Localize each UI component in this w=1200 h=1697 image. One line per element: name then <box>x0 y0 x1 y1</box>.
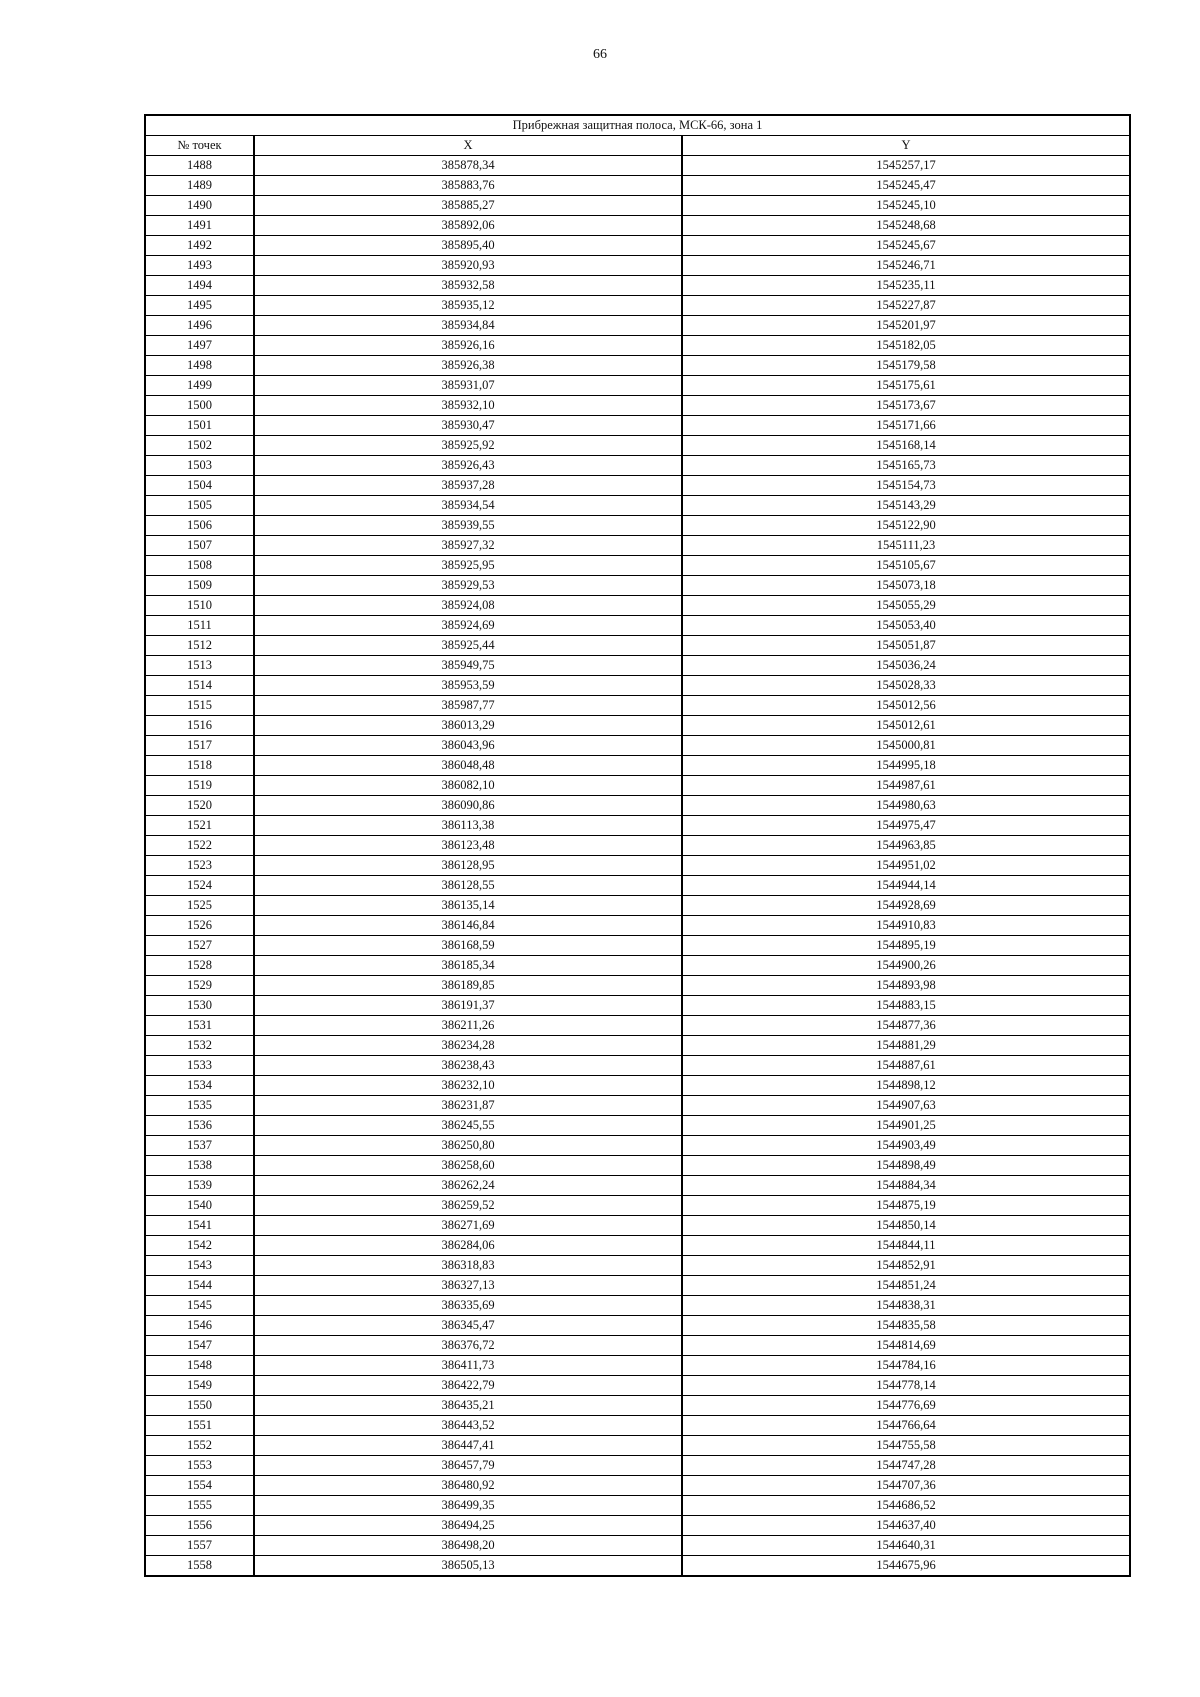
table-row <box>145 1236 1130 1256</box>
table-row <box>145 1516 1130 1536</box>
cell-x: 385932,58 <box>254 276 682 296</box>
table-row <box>145 1396 1130 1416</box>
table-row <box>145 736 1130 756</box>
cell-y: 1544910,83 <box>682 916 1130 936</box>
cell-point-number: 1530 <box>145 996 254 1016</box>
cell-x: 386043,96 <box>254 736 682 756</box>
cell-point-number: 1521 <box>145 816 254 836</box>
table-row <box>145 316 1130 336</box>
cell-point-number: 1492 <box>145 236 254 256</box>
cell-point-number: 1516 <box>145 716 254 736</box>
cell-y: 1544944,14 <box>682 876 1130 896</box>
cell-point-number: 1509 <box>145 576 254 596</box>
cell-x: 385925,44 <box>254 636 682 656</box>
page-number: 66 <box>593 47 607 62</box>
cell-point-number: 1494 <box>145 276 254 296</box>
cell-point-number: 1511 <box>145 616 254 636</box>
cell-y: 1545051,87 <box>682 636 1130 656</box>
cell-point-number: 1503 <box>145 456 254 476</box>
cell-x: 386189,85 <box>254 976 682 996</box>
cell-y: 1544776,69 <box>682 1396 1130 1416</box>
table-row <box>145 1056 1130 1076</box>
cell-x: 386231,87 <box>254 1096 682 1116</box>
table-row <box>145 516 1130 536</box>
table-row <box>145 1356 1130 1376</box>
table-row <box>145 656 1130 676</box>
table-row <box>145 636 1130 656</box>
cell-x: 385930,47 <box>254 416 682 436</box>
cell-y: 1544928,69 <box>682 896 1130 916</box>
cell-y: 1544850,14 <box>682 1216 1130 1236</box>
cell-y: 1545012,56 <box>682 696 1130 716</box>
cell-point-number: 1504 <box>145 476 254 496</box>
cell-point-number: 1549 <box>145 1376 254 1396</box>
cell-y: 1545227,87 <box>682 296 1130 316</box>
cell-point-number: 1505 <box>145 496 254 516</box>
cell-x: 386191,37 <box>254 996 682 1016</box>
cell-point-number: 1551 <box>145 1416 254 1436</box>
table-row <box>145 536 1130 556</box>
table-row <box>145 456 1130 476</box>
cell-y: 1544963,85 <box>682 836 1130 856</box>
table-row <box>145 176 1130 196</box>
coordinates-table <box>144 114 1131 1577</box>
cell-x: 386318,83 <box>254 1256 682 1276</box>
table-row <box>145 876 1130 896</box>
cell-y: 1545154,73 <box>682 476 1130 496</box>
cell-y: 1544987,61 <box>682 776 1130 796</box>
cell-x: 385937,28 <box>254 476 682 496</box>
cell-y: 1545235,11 <box>682 276 1130 296</box>
cell-point-number: 1508 <box>145 556 254 576</box>
cell-point-number: 1534 <box>145 1076 254 1096</box>
table-row <box>145 1256 1130 1276</box>
cell-x: 385935,12 <box>254 296 682 316</box>
cell-y: 1544903,49 <box>682 1136 1130 1156</box>
cell-x: 386146,84 <box>254 916 682 936</box>
cell-y: 1544835,58 <box>682 1316 1130 1336</box>
cell-y: 1544995,18 <box>682 756 1130 776</box>
cell-x: 386238,43 <box>254 1056 682 1076</box>
cell-point-number: 1541 <box>145 1216 254 1236</box>
cell-x: 386185,34 <box>254 956 682 976</box>
table-header-row <box>145 136 1130 156</box>
cell-y: 1545111,23 <box>682 536 1130 556</box>
cell-y: 1544881,29 <box>682 1036 1130 1056</box>
table-row <box>145 1376 1130 1396</box>
cell-point-number: 1514 <box>145 676 254 696</box>
cell-point-number: 1519 <box>145 776 254 796</box>
cell-y: 1545245,67 <box>682 236 1130 256</box>
cell-point-number: 1496 <box>145 316 254 336</box>
cell-point-number: 1556 <box>145 1516 254 1536</box>
cell-point-number: 1490 <box>145 196 254 216</box>
table-row <box>145 1136 1130 1156</box>
table-row <box>145 436 1130 456</box>
table-row <box>145 196 1130 216</box>
cell-point-number: 1528 <box>145 956 254 976</box>
cell-point-number: 1515 <box>145 696 254 716</box>
cell-x: 385927,32 <box>254 536 682 556</box>
cell-x: 386498,20 <box>254 1536 682 1556</box>
cell-x: 386411,73 <box>254 1356 682 1376</box>
cell-x: 386082,10 <box>254 776 682 796</box>
cell-y: 1544675,96 <box>682 1556 1130 1577</box>
cell-x: 386250,80 <box>254 1136 682 1156</box>
cell-y: 1544980,63 <box>682 796 1130 816</box>
cell-x: 385878,34 <box>254 156 682 176</box>
cell-point-number: 1543 <box>145 1256 254 1276</box>
cell-point-number: 1491 <box>145 216 254 236</box>
table-row <box>145 916 1130 936</box>
cell-x: 386128,55 <box>254 876 682 896</box>
table-row <box>145 856 1130 876</box>
cell-x: 386211,26 <box>254 1016 682 1036</box>
table-row <box>145 1496 1130 1516</box>
cell-point-number: 1510 <box>145 596 254 616</box>
table-row <box>145 1116 1130 1136</box>
cell-x: 386335,69 <box>254 1296 682 1316</box>
cell-x: 386128,95 <box>254 856 682 876</box>
cell-point-number: 1527 <box>145 936 254 956</box>
table-body <box>145 156 1130 1577</box>
cell-y: 1544755,58 <box>682 1436 1130 1456</box>
cell-y: 1544975,47 <box>682 816 1130 836</box>
cell-point-number: 1506 <box>145 516 254 536</box>
cell-point-number: 1529 <box>145 976 254 996</box>
cell-x: 385929,53 <box>254 576 682 596</box>
cell-point-number: 1537 <box>145 1136 254 1156</box>
table-row <box>145 1436 1130 1456</box>
table-row <box>145 996 1130 1016</box>
table-row <box>145 1536 1130 1556</box>
table-row <box>145 776 1130 796</box>
table-row <box>145 1096 1130 1116</box>
cell-point-number: 1539 <box>145 1176 254 1196</box>
table-row <box>145 756 1130 776</box>
cell-point-number: 1524 <box>145 876 254 896</box>
table-row <box>145 576 1130 596</box>
cell-point-number: 1558 <box>145 1556 254 1577</box>
table-row <box>145 356 1130 376</box>
cell-y: 1545179,58 <box>682 356 1130 376</box>
cell-x: 385925,92 <box>254 436 682 456</box>
cell-x: 386123,48 <box>254 836 682 856</box>
table-row <box>145 936 1130 956</box>
cell-y: 1544838,31 <box>682 1296 1130 1316</box>
cell-x: 386447,41 <box>254 1436 682 1456</box>
cell-y: 1545201,97 <box>682 316 1130 336</box>
cell-point-number: 1553 <box>145 1456 254 1476</box>
cell-y: 1544778,14 <box>682 1376 1130 1396</box>
table-row <box>145 1216 1130 1236</box>
cell-point-number: 1499 <box>145 376 254 396</box>
table-row <box>145 1276 1130 1296</box>
cell-x: 386113,38 <box>254 816 682 836</box>
table-title-row <box>145 115 1130 136</box>
cell-y: 1545028,33 <box>682 676 1130 696</box>
cell-x: 386259,52 <box>254 1196 682 1216</box>
cell-point-number: 1489 <box>145 176 254 196</box>
cell-y: 1544883,15 <box>682 996 1130 1016</box>
cell-x: 386234,28 <box>254 1036 682 1056</box>
header-point-number: № точек <box>145 136 254 156</box>
cell-y: 1544747,28 <box>682 1456 1130 1476</box>
cell-x: 385920,93 <box>254 256 682 276</box>
table-row <box>145 1556 1130 1577</box>
cell-y: 1545036,24 <box>682 656 1130 676</box>
cell-y: 1544707,36 <box>682 1476 1130 1496</box>
cell-point-number: 1533 <box>145 1056 254 1076</box>
cell-x: 385925,95 <box>254 556 682 576</box>
cell-y: 1545246,71 <box>682 256 1130 276</box>
table-row <box>145 1196 1130 1216</box>
table-row <box>145 216 1130 236</box>
cell-x: 385926,16 <box>254 336 682 356</box>
cell-y: 1544877,36 <box>682 1016 1130 1036</box>
cell-point-number: 1493 <box>145 256 254 276</box>
table-row <box>145 1316 1130 1336</box>
cell-point-number: 1557 <box>145 1536 254 1556</box>
cell-x: 385924,69 <box>254 616 682 636</box>
cell-point-number: 1542 <box>145 1236 254 1256</box>
table-row <box>145 396 1130 416</box>
cell-point-number: 1548 <box>145 1356 254 1376</box>
table-row <box>145 1296 1130 1316</box>
table-row <box>145 976 1130 996</box>
header-x: X <box>254 136 682 156</box>
table-row <box>145 956 1130 976</box>
cell-y: 1544814,69 <box>682 1336 1130 1356</box>
cell-y: 1544895,19 <box>682 936 1130 956</box>
cell-y: 1545257,17 <box>682 156 1130 176</box>
header-y: Y <box>682 136 1130 156</box>
table-row <box>145 1416 1130 1436</box>
cell-point-number: 1498 <box>145 356 254 376</box>
cell-point-number: 1552 <box>145 1436 254 1456</box>
cell-y: 1544686,52 <box>682 1496 1130 1516</box>
cell-point-number: 1518 <box>145 756 254 776</box>
cell-y: 1545122,90 <box>682 516 1130 536</box>
table-row <box>145 496 1130 516</box>
cell-y: 1545053,40 <box>682 616 1130 636</box>
cell-x: 386284,06 <box>254 1236 682 1256</box>
cell-point-number: 1502 <box>145 436 254 456</box>
cell-x: 386327,13 <box>254 1276 682 1296</box>
cell-x: 386232,10 <box>254 1076 682 1096</box>
cell-point-number: 1550 <box>145 1396 254 1416</box>
cell-x: 386168,59 <box>254 936 682 956</box>
cell-y: 1545165,73 <box>682 456 1130 476</box>
cell-x: 386494,25 <box>254 1516 682 1536</box>
cell-x: 386258,60 <box>254 1156 682 1176</box>
cell-y: 1544766,64 <box>682 1416 1130 1436</box>
cell-point-number: 1554 <box>145 1476 254 1496</box>
cell-y: 1544784,16 <box>682 1356 1130 1376</box>
cell-y: 1545055,29 <box>682 596 1130 616</box>
cell-y: 1544640,31 <box>682 1536 1130 1556</box>
cell-x: 385931,07 <box>254 376 682 396</box>
table-row <box>145 416 1130 436</box>
table-row <box>145 796 1130 816</box>
cell-point-number: 1520 <box>145 796 254 816</box>
cell-y: 1544893,98 <box>682 976 1130 996</box>
cell-y: 1544852,91 <box>682 1256 1130 1276</box>
cell-point-number: 1555 <box>145 1496 254 1516</box>
cell-y: 1545245,47 <box>682 176 1130 196</box>
cell-x: 385924,08 <box>254 596 682 616</box>
table-row <box>145 676 1130 696</box>
cell-x: 385892,06 <box>254 216 682 236</box>
table-row <box>145 716 1130 736</box>
table-row <box>145 1336 1130 1356</box>
cell-y: 1544875,19 <box>682 1196 1130 1216</box>
cell-y: 1544900,26 <box>682 956 1130 976</box>
table-row <box>145 1076 1130 1096</box>
table-row <box>145 156 1130 176</box>
cell-x: 386271,69 <box>254 1216 682 1236</box>
cell-x: 386499,35 <box>254 1496 682 1516</box>
cell-x: 385926,38 <box>254 356 682 376</box>
cell-point-number: 1532 <box>145 1036 254 1056</box>
cell-point-number: 1546 <box>145 1316 254 1336</box>
cell-x: 386013,29 <box>254 716 682 736</box>
table-row <box>145 256 1130 276</box>
cell-x: 386505,13 <box>254 1556 682 1577</box>
table-row <box>145 596 1130 616</box>
table-row <box>145 616 1130 636</box>
table-row <box>145 1176 1130 1196</box>
cell-x: 386135,14 <box>254 896 682 916</box>
cell-point-number: 1497 <box>145 336 254 356</box>
cell-y: 1545182,05 <box>682 336 1130 356</box>
cell-y: 1544844,11 <box>682 1236 1130 1256</box>
cell-point-number: 1513 <box>145 656 254 676</box>
cell-x: 385885,27 <box>254 196 682 216</box>
table-row <box>145 376 1130 396</box>
cell-x: 386090,86 <box>254 796 682 816</box>
table-row <box>145 1036 1130 1056</box>
cell-point-number: 1488 <box>145 156 254 176</box>
cell-x: 386345,47 <box>254 1316 682 1336</box>
cell-y: 1545073,18 <box>682 576 1130 596</box>
cell-point-number: 1538 <box>145 1156 254 1176</box>
table-row <box>145 276 1130 296</box>
cell-y: 1544851,24 <box>682 1276 1130 1296</box>
cell-point-number: 1500 <box>145 396 254 416</box>
cell-y: 1545105,67 <box>682 556 1130 576</box>
cell-point-number: 1531 <box>145 1016 254 1036</box>
table-row <box>145 336 1130 356</box>
cell-x: 385987,77 <box>254 696 682 716</box>
cell-x: 386457,79 <box>254 1456 682 1476</box>
cell-y: 1545000,81 <box>682 736 1130 756</box>
table-row <box>145 1476 1130 1496</box>
cell-x: 386435,21 <box>254 1396 682 1416</box>
cell-y: 1545175,61 <box>682 376 1130 396</box>
cell-x: 385883,76 <box>254 176 682 196</box>
cell-x: 385926,43 <box>254 456 682 476</box>
cell-y: 1544884,34 <box>682 1176 1130 1196</box>
cell-y: 1544637,40 <box>682 1516 1130 1536</box>
cell-x: 385953,59 <box>254 676 682 696</box>
cell-y: 1544898,12 <box>682 1076 1130 1096</box>
table-row <box>145 836 1130 856</box>
cell-point-number: 1525 <box>145 896 254 916</box>
cell-point-number: 1495 <box>145 296 254 316</box>
cell-y: 1545245,10 <box>682 196 1130 216</box>
table-row <box>145 696 1130 716</box>
table-row <box>145 1456 1130 1476</box>
cell-x: 385934,84 <box>254 316 682 336</box>
table-row <box>145 896 1130 916</box>
cell-x: 385932,10 <box>254 396 682 416</box>
cell-y: 1544907,63 <box>682 1096 1130 1116</box>
cell-x: 386376,72 <box>254 1336 682 1356</box>
cell-y: 1544901,25 <box>682 1116 1130 1136</box>
table-title: Прибрежная защитная полоса, МСК-66, зона 1 <box>145 115 1130 136</box>
cell-y: 1545012,61 <box>682 716 1130 736</box>
cell-point-number: 1512 <box>145 636 254 656</box>
cell-point-number: 1547 <box>145 1336 254 1356</box>
cell-x: 386245,55 <box>254 1116 682 1136</box>
cell-y: 1545168,14 <box>682 436 1130 456</box>
cell-point-number: 1545 <box>145 1296 254 1316</box>
cell-y: 1545248,68 <box>682 216 1130 236</box>
cell-x: 386480,92 <box>254 1476 682 1496</box>
cell-x: 386048,48 <box>254 756 682 776</box>
table-row <box>145 1156 1130 1176</box>
cell-y: 1545173,67 <box>682 396 1130 416</box>
table-row <box>145 476 1130 496</box>
cell-point-number: 1544 <box>145 1276 254 1296</box>
cell-y: 1544898,49 <box>682 1156 1130 1176</box>
cell-y: 1544887,61 <box>682 1056 1130 1076</box>
cell-x: 385895,40 <box>254 236 682 256</box>
cell-point-number: 1501 <box>145 416 254 436</box>
table-row <box>145 556 1130 576</box>
cell-y: 1545143,29 <box>682 496 1130 516</box>
cell-point-number: 1517 <box>145 736 254 756</box>
cell-x: 385939,55 <box>254 516 682 536</box>
cell-x: 385934,54 <box>254 496 682 516</box>
cell-point-number: 1536 <box>145 1116 254 1136</box>
cell-x: 386422,79 <box>254 1376 682 1396</box>
cell-point-number: 1540 <box>145 1196 254 1216</box>
cell-x: 385949,75 <box>254 656 682 676</box>
cell-point-number: 1526 <box>145 916 254 936</box>
cell-point-number: 1535 <box>145 1096 254 1116</box>
cell-y: 1544951,02 <box>682 856 1130 876</box>
table-row <box>145 236 1130 256</box>
cell-y: 1545171,66 <box>682 416 1130 436</box>
cell-point-number: 1522 <box>145 836 254 856</box>
cell-x: 386262,24 <box>254 1176 682 1196</box>
table-row <box>145 816 1130 836</box>
table-row <box>145 296 1130 316</box>
cell-x: 386443,52 <box>254 1416 682 1436</box>
table-row <box>145 1016 1130 1036</box>
cell-point-number: 1507 <box>145 536 254 556</box>
cell-point-number: 1523 <box>145 856 254 876</box>
